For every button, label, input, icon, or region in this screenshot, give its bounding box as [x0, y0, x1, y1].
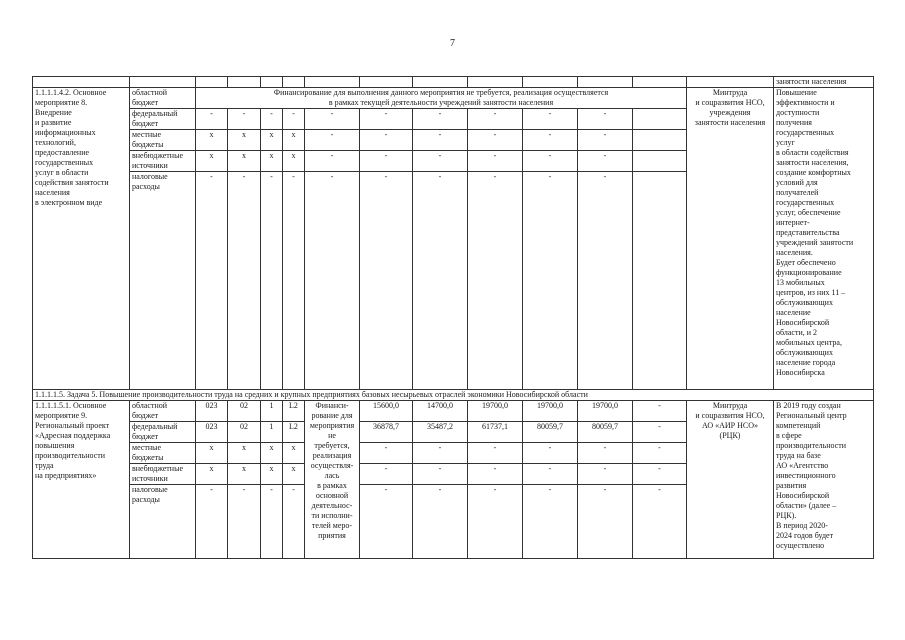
table-cell: федеральный бюджет	[130, 422, 196, 443]
table-cell: -	[468, 464, 523, 485]
table-cell: 1	[261, 422, 283, 443]
table-cell: L2	[283, 401, 305, 422]
table-cell: 02	[228, 422, 261, 443]
table-cell: -	[261, 485, 283, 559]
event9-title: 1.1.1.1.5.1. Основное мероприятие 9. Региональный проект «Адресная поддержка повышения производительности труда на предприятиях»	[33, 401, 130, 559]
table-cell: x	[196, 443, 228, 464]
table-cell: -	[413, 485, 468, 559]
table-cell: 19700,0	[468, 401, 523, 422]
table-cell	[305, 77, 360, 88]
table-cell	[33, 77, 130, 88]
table-cell: -	[633, 464, 687, 485]
table-cell: -	[413, 443, 468, 464]
table-cell: 80059,7	[523, 422, 578, 443]
table-cell: -	[468, 443, 523, 464]
table-cell: -	[633, 401, 687, 422]
table-cell: -	[360, 172, 413, 390]
table-cell: -	[468, 172, 523, 390]
table-cell: федеральный бюджет	[130, 109, 196, 130]
continuation-row	[33, 77, 874, 88]
table-cell: -	[360, 109, 413, 130]
table-cell: x	[283, 443, 305, 464]
table-cell: x	[196, 151, 228, 172]
event8-row-regional	[33, 88, 874, 109]
table-cell	[633, 109, 687, 130]
table-cell: внебюджетные источники	[130, 151, 196, 172]
table-cell: 80059,7	[578, 422, 633, 443]
table-cell: 023	[196, 422, 228, 443]
table-cell: -	[261, 172, 283, 390]
table-cell: -	[578, 109, 633, 130]
event9-executor: Минтруда и соцразвития НСО, АО «АИР НСО» (РЦК)	[687, 401, 774, 559]
table-cell: -	[196, 485, 228, 559]
page-number: 7	[450, 38, 455, 49]
table-cell: 61737,1	[468, 422, 523, 443]
program-table	[32, 76, 874, 559]
table-cell: областной бюджет	[130, 401, 196, 422]
table-cell: 1	[261, 401, 283, 422]
table-cell: 35487,2	[413, 422, 468, 443]
table-cell: -	[523, 464, 578, 485]
table-cell	[468, 77, 523, 88]
table-cell: x	[261, 130, 283, 151]
table-cell: -	[305, 109, 360, 130]
table-cell: -	[283, 172, 305, 390]
table-cell: 19700,0	[523, 401, 578, 422]
table-cell: x	[283, 151, 305, 172]
table-cell: -	[468, 130, 523, 151]
table-cell: -	[523, 443, 578, 464]
table-cell: -	[633, 422, 687, 443]
event8-financing-note: Финансирование для выполнения данного мероприятия не требуется, реализация осуществляется в рамках текущей деятельности учреждений занятости населения	[196, 88, 687, 109]
table-cell: -	[523, 172, 578, 390]
table-cell: -	[413, 464, 468, 485]
task5-row	[33, 390, 874, 401]
table-cell: -	[360, 130, 413, 151]
table-cell: 19700,0	[578, 401, 633, 422]
table-cell	[283, 77, 305, 88]
table-cell: -	[283, 109, 305, 130]
table-cell: -	[283, 485, 305, 559]
event9-outcome: В 2019 году создан Региональный центр компетенций в сфере производительности труда на базе АО «Агентство инвестиционного развития Новосибирской области» (далее – РЦК). В период 2020- 2024 годов будет осуществлено	[774, 401, 874, 559]
table-cell: -	[633, 485, 687, 559]
table-cell: -	[228, 485, 261, 559]
table-cell: -	[413, 109, 468, 130]
table-cell: -	[468, 151, 523, 172]
table-cell: -	[413, 172, 468, 390]
table-cell	[261, 77, 283, 88]
table-cell: -	[196, 109, 228, 130]
continuation-outcome: занятости населения	[774, 77, 874, 88]
table-cell: -	[360, 443, 413, 464]
table-cell	[130, 77, 196, 88]
table-cell: 15600,0	[360, 401, 413, 422]
table-cell: -	[578, 485, 633, 559]
table-cell: -	[468, 485, 523, 559]
table-cell: -	[578, 443, 633, 464]
event9-row-regional	[33, 401, 874, 422]
table-cell	[196, 77, 228, 88]
table-cell	[633, 77, 687, 88]
table-cell: 023	[196, 401, 228, 422]
table-cell: -	[578, 151, 633, 172]
table-cell	[228, 77, 261, 88]
table-cell: -	[261, 109, 283, 130]
task5-title: 1.1.1.1.5. Задача 5. Повышение производительности труда на средних и крупных предприятиях базовых несырьевых отраслей экономики Новосибирской области	[33, 390, 874, 401]
table-cell: 02	[228, 401, 261, 422]
table-cell: -	[228, 109, 261, 130]
table-cell: -	[305, 151, 360, 172]
table-cell	[633, 151, 687, 172]
table-cell: -	[578, 172, 633, 390]
event9-financing-note: Финанси- рование для мероприятия не требуется, реализация осуществля- лась в рамках основной деятельнос- ти исполни- телей меро- приятия	[305, 401, 360, 559]
table-cell	[687, 77, 774, 88]
table-cell: областной бюджет	[130, 88, 196, 109]
table-cell: -	[360, 464, 413, 485]
table-cell: x	[283, 130, 305, 151]
table-cell: -	[305, 172, 360, 390]
table-cell: -	[523, 130, 578, 151]
table-cell: 36878,7	[360, 422, 413, 443]
table-cell: x	[228, 464, 261, 485]
table-cell: x	[261, 464, 283, 485]
table-cell: x	[196, 464, 228, 485]
table-cell	[633, 172, 687, 390]
table-cell: внебюджетные источники	[130, 464, 196, 485]
event8-outcome: Повышение эффективности и доступности получения государственных услуг в области содействия занятости населения, создание комфортных условий для получателей государственных услуг, обеспечение интернет- представительства учреждений занятости населения. Будет обеспечено функционирование 13 мобильных центров, из них 11 – обслуживающих население Новосибирской области, и 2 мобильных центра, обслуживающих население города Новосибирска	[774, 88, 874, 390]
table-cell: -	[413, 130, 468, 151]
table-cell: x	[228, 151, 261, 172]
table-cell: местные бюджеты	[130, 443, 196, 464]
table-cell: местные бюджеты	[130, 130, 196, 151]
table-cell	[633, 130, 687, 151]
table-cell: x	[261, 443, 283, 464]
table-cell: -	[523, 485, 578, 559]
table-cell: -	[523, 151, 578, 172]
table-cell: 14700,0	[413, 401, 468, 422]
table-cell	[523, 77, 578, 88]
table-cell: -	[228, 172, 261, 390]
table-cell	[413, 77, 468, 88]
table-cell: -	[578, 464, 633, 485]
event8-title: 1.1.1.1.4.2. Основное мероприятие 8. Внедрение и развитие информационных технологий, предоставление государственных услуг в области содействия занятости населения в электронном виде	[33, 88, 130, 390]
table-cell: x	[283, 464, 305, 485]
table-cell: -	[633, 443, 687, 464]
table-cell	[578, 77, 633, 88]
table-cell: налоговые расходы	[130, 485, 196, 559]
table-cell: -	[196, 172, 228, 390]
table-cell: -	[523, 109, 578, 130]
table-cell: -	[360, 151, 413, 172]
table-cell: -	[305, 130, 360, 151]
table-cell: L2	[283, 422, 305, 443]
table-cell: x	[228, 443, 261, 464]
table-cell	[360, 77, 413, 88]
table-cell: -	[413, 151, 468, 172]
table-cell: x	[261, 151, 283, 172]
table-cell: -	[468, 109, 523, 130]
table-cell: -	[360, 485, 413, 559]
table-cell: x	[196, 130, 228, 151]
event8-executor: Минтруда и соцразвития НСО, учреждения занятости населения	[687, 88, 774, 390]
table-cell: -	[578, 130, 633, 151]
table-cell: налоговые расходы	[130, 172, 196, 390]
table-cell: x	[228, 130, 261, 151]
